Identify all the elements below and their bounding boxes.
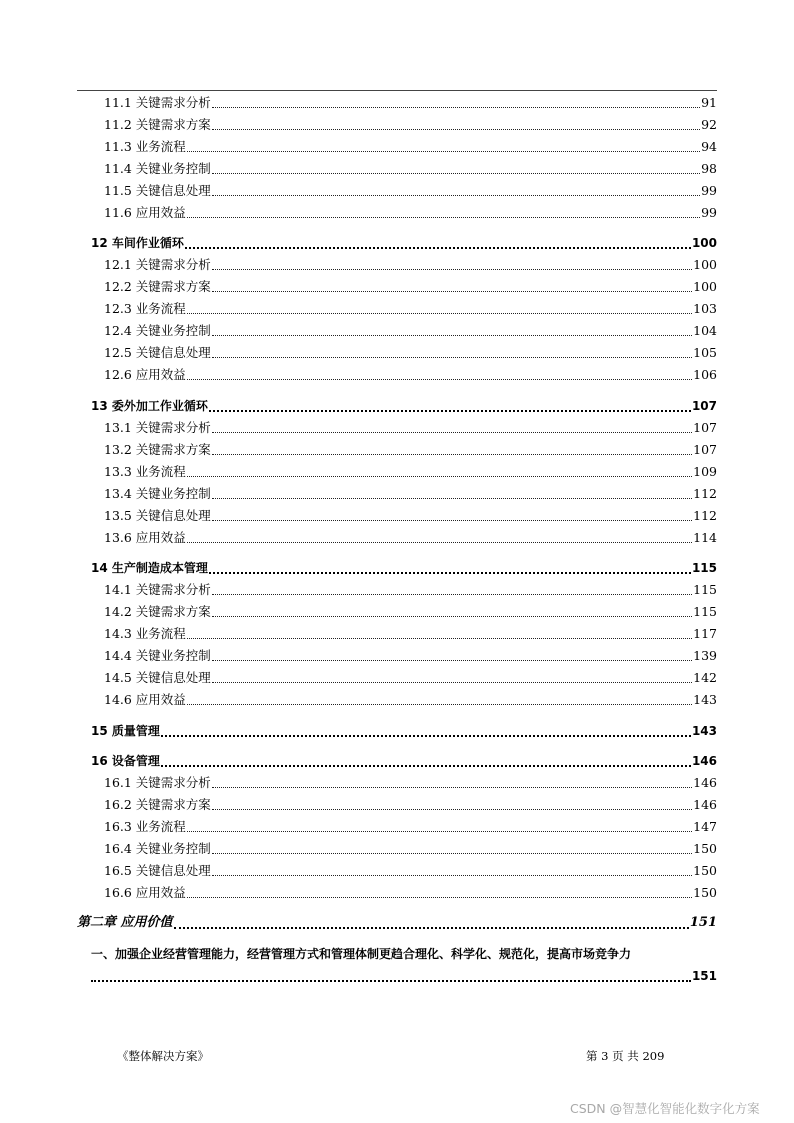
toc-entry[interactable]: 16.6 应用效益 150 <box>104 885 717 900</box>
toc-entry[interactable]: 14.5 关键信息处理 142 <box>104 670 717 685</box>
leader-dots <box>212 128 700 130</box>
leader-dots <box>212 268 692 270</box>
leader-dots <box>91 979 691 982</box>
toc-entry[interactable]: 16.2 关键需求方案 146 <box>104 797 717 812</box>
leader-dots <box>209 409 691 412</box>
leader-dots <box>212 356 692 358</box>
leader-dots <box>187 541 692 543</box>
toc-entry[interactable]: 12.5 关键信息处理 105 <box>104 345 717 360</box>
toc-entry[interactable]: 14.3 业务流程 117 <box>104 626 717 641</box>
toc-entry[interactable]: 12.3 业务流程 103 <box>104 301 717 316</box>
toc-item-title[interactable]: 一、加强企业经营管理能力，经营管理方式和管理体制更趋合理化、科学化、规范化，提高市场竞争力 <box>91 947 632 961</box>
toc-entry[interactable]: 11.3 业务流程 94 <box>104 139 717 154</box>
toc-entry[interactable]: 14.2 关键需求方案 115 <box>104 604 717 619</box>
toc-section-heading[interactable]: 12 车间作业循环 100 <box>91 236 717 250</box>
leader-dots <box>212 852 692 854</box>
toc-entry[interactable]: 16.5 关键信息处理 150 <box>104 863 717 878</box>
toc-entry[interactable]: 16.1 关键需求分析 146 <box>104 775 717 790</box>
leader-dots <box>212 615 692 617</box>
toc-entry[interactable]: 11.4 关键业务控制 98 <box>104 161 717 176</box>
leader-dots <box>187 637 692 639</box>
leader-dots <box>212 874 692 876</box>
toc-entry[interactable]: 12.4 关键业务控制 104 <box>104 323 717 338</box>
toc-entry[interactable]: 16.4 关键业务控制 150 <box>104 841 717 856</box>
toc-section-heading[interactable]: 15 质量管理 143 <box>91 724 717 738</box>
leader-dots <box>185 246 691 249</box>
footer-page-number: 第 3 页 共 209 <box>586 1049 665 1063</box>
toc-entry[interactable]: 13.3 业务流程 109 <box>104 464 717 479</box>
toc-entry[interactable]: 13.2 关键需求方案 107 <box>104 442 717 457</box>
leader-dots <box>212 519 692 521</box>
toc-entry[interactable]: 13.4 关键业务控制 112 <box>104 486 717 501</box>
leader-dots <box>212 172 700 174</box>
leader-dots <box>187 150 700 152</box>
toc-entry[interactable]: 11.6 应用效益 99 <box>104 205 717 220</box>
leader-dots <box>161 734 691 737</box>
toc-item-page-line[interactable]: 151 <box>91 966 717 986</box>
leader-dots <box>161 764 691 767</box>
leader-dots <box>212 497 692 499</box>
toc-entry[interactable]: 12.2 关键需求方案 100 <box>104 279 717 294</box>
toc-entry[interactable]: 13.6 应用效益 114 <box>104 530 717 545</box>
leader-dots <box>212 334 692 336</box>
toc-entry[interactable]: 13.1 关键需求分析 107 <box>104 420 717 435</box>
leader-dots <box>212 290 692 292</box>
leader-dots <box>187 830 692 832</box>
toc-chapter-heading[interactable]: 第二章 应用价值 151 <box>77 915 717 930</box>
leader-dots <box>174 926 689 929</box>
leader-dots <box>212 659 692 661</box>
toc-entry[interactable]: 12.6 应用效益 106 <box>104 367 717 382</box>
leader-dots <box>212 194 700 196</box>
leader-dots <box>187 703 692 705</box>
leader-dots <box>187 475 692 477</box>
toc-entry[interactable]: 11.2 关键需求方案 92 <box>104 117 717 132</box>
toc-entry[interactable]: 13.5 关键信息处理 112 <box>104 508 717 523</box>
leader-dots <box>209 571 691 574</box>
leader-dots <box>212 106 700 108</box>
footer-doc-title: 《整体解决方案》 <box>117 1049 209 1063</box>
leader-dots <box>187 312 692 314</box>
toc-section-heading[interactable]: 13 委外加工作业循环 107 <box>91 399 717 413</box>
toc-entry[interactable]: 12.1 关键需求分析 100 <box>104 257 717 272</box>
toc-entry[interactable]: 14.6 应用效益 143 <box>104 692 717 707</box>
leader-dots <box>212 681 692 683</box>
leader-dots <box>187 896 692 898</box>
header-rule <box>77 90 717 91</box>
toc-entry[interactable]: 14.4 关键业务控制 139 <box>104 648 717 663</box>
toc-section-heading[interactable]: 16 设备管理 146 <box>91 754 717 768</box>
toc-entry[interactable]: 11.1 关键需求分析 91 <box>104 95 717 110</box>
leader-dots <box>187 378 692 380</box>
toc-entry[interactable]: 11.5 关键信息处理 99 <box>104 183 717 198</box>
leader-dots <box>212 431 692 433</box>
csdn-watermark: CSDN @智慧化智能化数字化方案 <box>570 1101 760 1116</box>
toc-section-heading[interactable]: 14 生产制造成本管理 115 <box>91 561 717 575</box>
leader-dots <box>187 216 700 218</box>
toc-entry[interactable]: 14.1 关键需求分析 115 <box>104 582 717 597</box>
toc-entry[interactable]: 16.3 业务流程 147 <box>104 819 717 834</box>
leader-dots <box>212 808 692 810</box>
leader-dots <box>212 786 692 788</box>
leader-dots <box>212 593 692 595</box>
leader-dots <box>212 453 692 455</box>
